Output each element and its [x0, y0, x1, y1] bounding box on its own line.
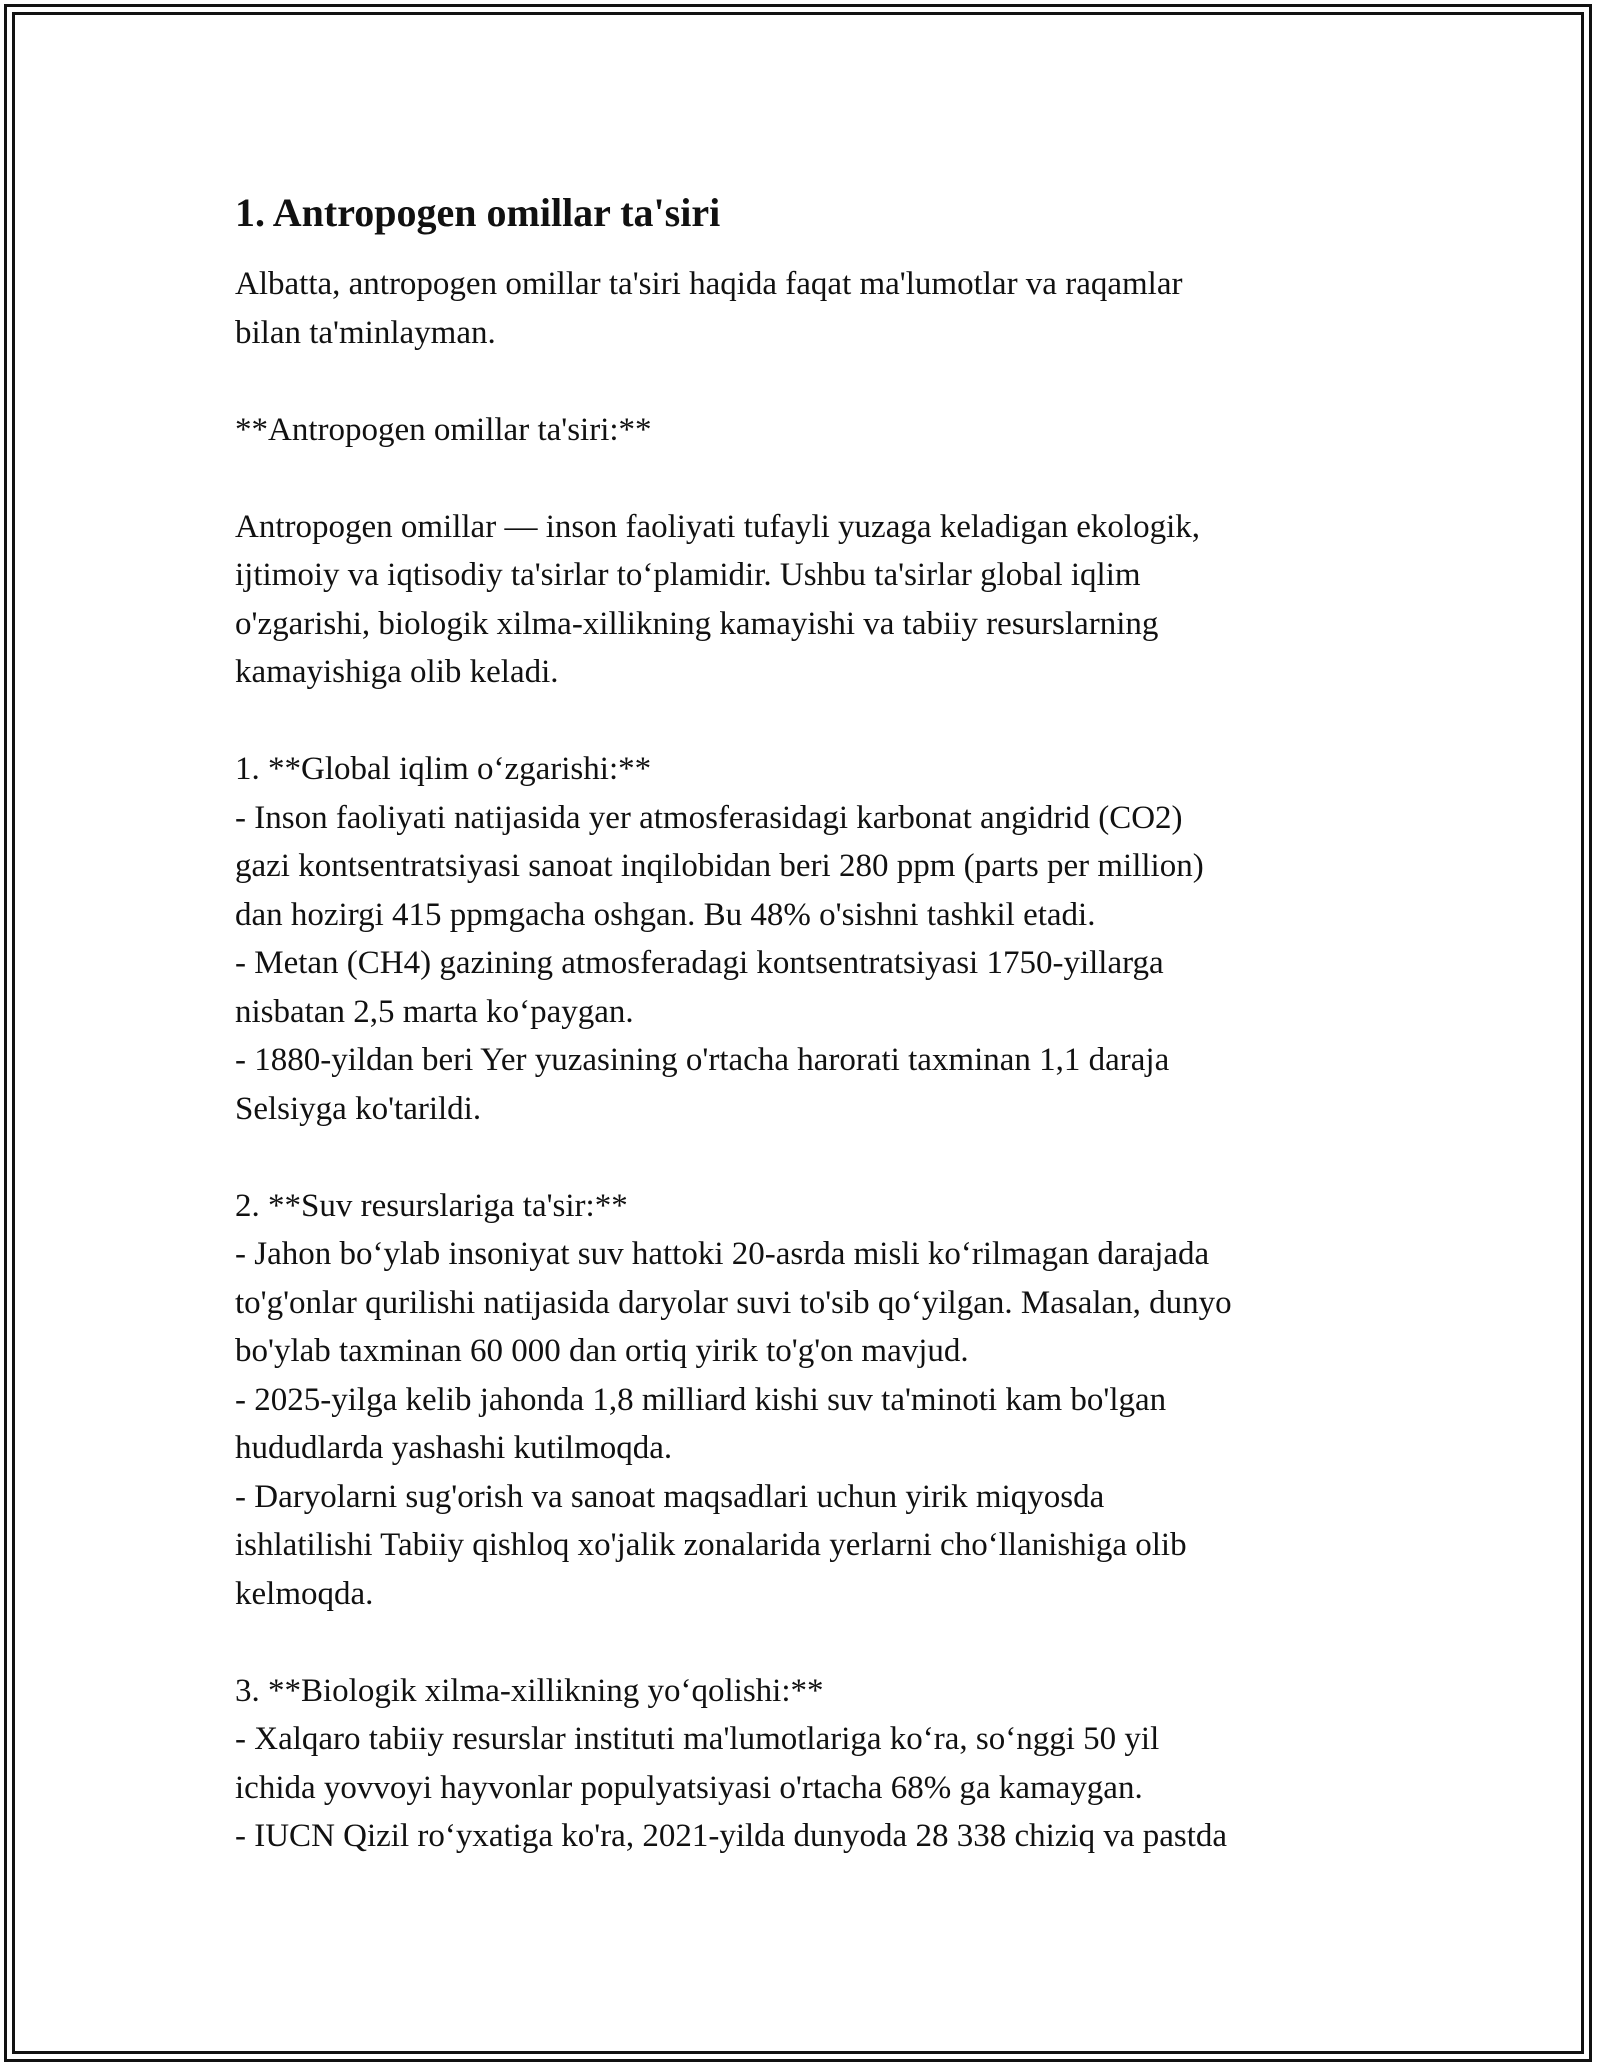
intro-paragraph: Albatta, antropogen omillar ta'siri haqida faqat ma'lumotlar va raqamlar bilan ta'minlayman.	[235, 266, 1183, 351]
paragraph-spacer	[235, 454, 1415, 503]
section-heading: **Antropogen omillar ta'siri:**	[235, 411, 652, 448]
section-biodiversity	[235, 1667, 1415, 1861]
paragraph-spacer	[235, 1618, 1415, 1667]
bullet-item: - 1880-yildan beri Yer yuzasining o'rtacha harorati taxminan 1,1 daraja Selsiyga ko'tarildi.	[235, 1042, 1170, 1127]
page-title: 1. Antropogen omillar ta'siri	[235, 190, 721, 235]
paragraph-spacer	[235, 1133, 1415, 1182]
section-heading-water: 2. **Suv resurslariga ta'sir:**	[235, 1187, 628, 1224]
bullet-item: - Xalqaro tabiiy resurslar instituti ma'lumotlariga ko‘ra, so‘nggi 50 yil ichida yovvoyi hayvonlar populyatsiyasi o'rtacha 68% ga kamaygan.	[235, 1721, 1160, 1806]
bullet-item: - Metan (CH4) gazining atmosferadagi kontsentratsiyasi 1750-yillarga nisbatan 2,5 marta ko‘paygan.	[235, 945, 1164, 1030]
section-heading-biodiversity: 3. **Biologik xilma-xillikning yo‘qolishi:**	[235, 1672, 824, 1709]
definition-paragraph: Antropogen omillar — inson faoliyati tufayli yuzaga keladigan ekologik, ijtimoiy va iqtisodiy ta'sirlar to‘plamidir. Ushbu ta'sirlar global iqlim o'zgarishi, biologik xilma-xillikning kamayishi va tabiiy resurslarning kamayishiga olib keladi.	[235, 508, 1201, 690]
bullet-item: - Inson faoliyati natijasida yer atmosferasidagi karbonat angidrid (CO2) gazi kontsentratsiyasi sanoat inqilobidan beri 280 ppm (parts per million) dan hozirgi 415 ppmgacha oshgan. Bu 48% o'sishni tashkil etadi.	[235, 799, 1204, 933]
bullet-item: - 2025-yilga kelib jahonda 1,8 milliard kishi suv ta'minoti kam bo'lgan hududlarda yashashi kutilmoqda.	[235, 1381, 1167, 1466]
bullet-item: - IUCN Qizil ro‘yxatiga ko'ra, 2021-yilda dunyoda 28 338 chiziq va pastda	[235, 1818, 1228, 1854]
paragraph-spacer	[235, 357, 1415, 406]
section-water	[235, 1182, 1415, 1619]
bullet-item: - Daryolarni sug'orish va sanoat maqsadlari uchun yirik miqyosda ishlatilishi Tabiiy qishloq xo'jalik zonalarida yerlarni cho‘llanishiga olib kelmoqda.	[235, 1478, 1187, 1612]
paragraph-spacer	[235, 697, 1415, 746]
bullet-item: - Jahon bo‘ylab insoniyat suv hattoki 20-asrda misli ko‘rilmagan darajada to'g'onlar qurilishi natijasida daryolar suvi to'sib qo‘yilgan. Masalan, dunyo bo'ylab taxminan 60 000 dan ortiq yirik to'g'on mavjud.	[235, 1236, 1232, 1369]
section-climate	[235, 745, 1415, 1133]
document-body	[235, 188, 1415, 1861]
section-heading-climate: 1. **Global iqlim o‘zgarishi:**	[235, 751, 652, 787]
